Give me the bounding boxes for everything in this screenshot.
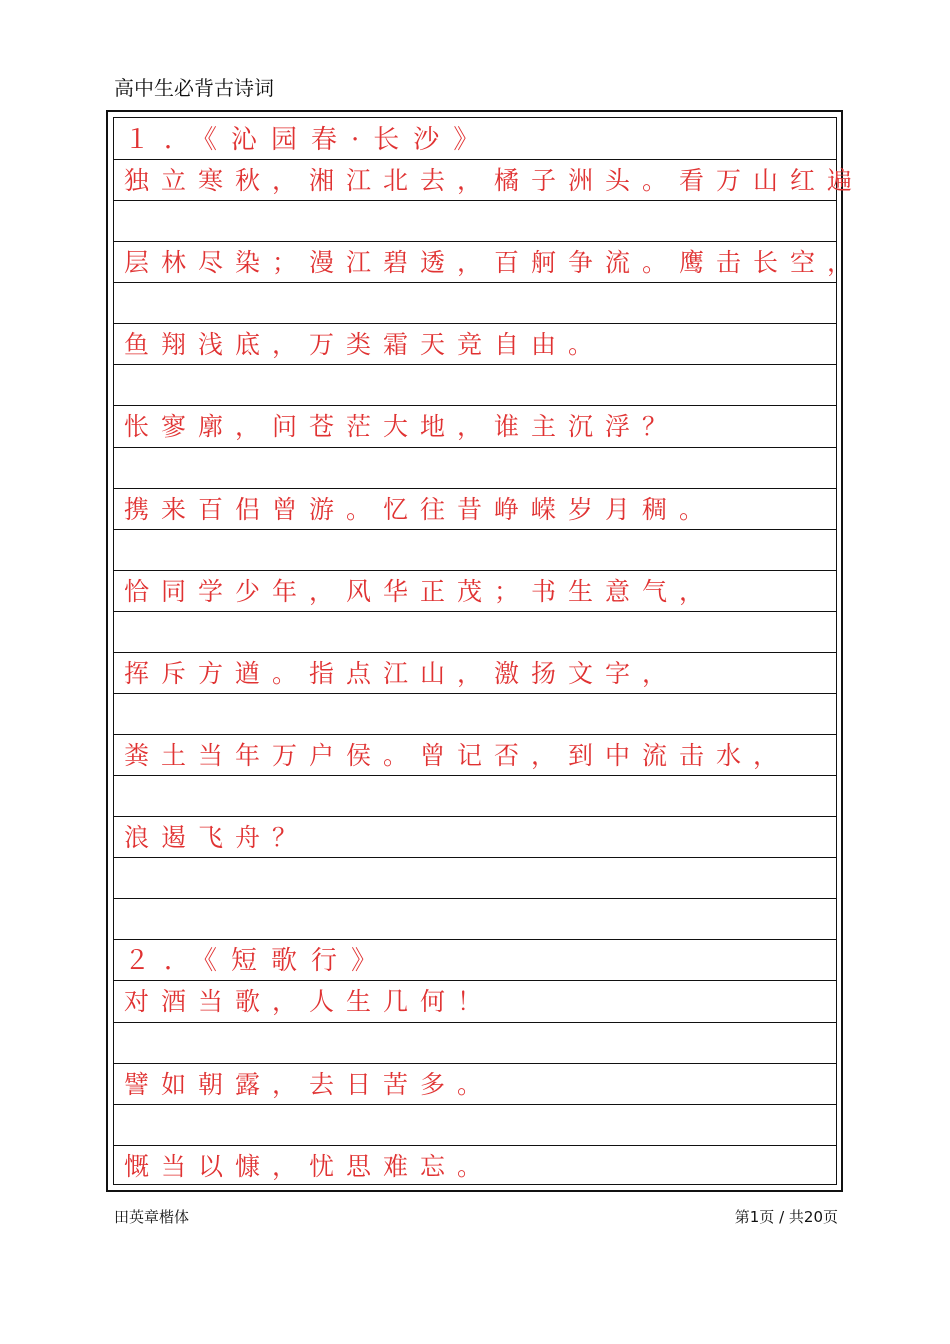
writing-row [114,980,836,1021]
poem-title: ２．《短歌行》 [124,946,392,977]
copybook-grid [113,117,865,1185]
writing-row [114,652,836,693]
poem-line: 浪遏飞舟？ [124,823,310,853]
writing-row [114,775,836,816]
poem-line: 层林尽染；漫江碧透，百舸争流。鹰击长空， [124,248,865,278]
writing-row [114,159,865,200]
section-heading-row [114,118,836,159]
poem-line: 慨当以慷，忧思难忘。 [124,1151,495,1181]
poem-line: 恰同学少年，风华正茂；书生意气， [124,576,717,606]
writing-row [114,734,836,775]
section-heading-row [114,939,836,980]
writing-row [114,447,836,488]
poem-line: 独立寒秋，湘江北去，橘子洲头。看万山红遍 [124,166,865,196]
poem-line: 携来百侣曾游。忆往昔峥嵘岁月稠。 [124,494,717,524]
poem-line: 鱼翔浅底，万类霜天竞自由。 [124,330,606,360]
writing-row [114,1022,836,1063]
document-title: 高中生必背古诗词 [114,76,274,100]
poem-line: 粪土当年万户侯。曾记否，到中流击水， [124,741,791,771]
footer-font-name: 田英章楷体 [114,1208,190,1226]
writing-row [114,1104,836,1145]
poem-title: １．《沁园春·长沙》 [124,125,494,155]
writing-row [114,405,836,446]
writing-row [114,857,836,898]
writing-row [114,898,836,939]
writing-row [114,693,836,734]
writing-row [114,323,836,364]
poem-line: 譬如朝露，去日苦多。 [124,1069,495,1099]
poem-line: 挥斥方遒。指点江山，激扬文字， [124,658,680,688]
writing-row [114,1063,836,1104]
writing-row [114,529,836,570]
writing-row [114,488,836,529]
poem-line: 怅寥廓，问苍茫大地，谁主沉浮？ [124,412,680,442]
footer-page-info: 第1页 / 共20页 [734,1208,838,1226]
writing-row [114,200,836,241]
writing-row [114,816,836,857]
writing-row [114,1145,836,1186]
writing-row [114,364,836,405]
writing-row [114,570,836,611]
writing-row [114,611,836,652]
writing-row [114,241,865,282]
poem-line: 对酒当歌，人生几何！ [124,987,495,1017]
writing-row [114,282,836,323]
